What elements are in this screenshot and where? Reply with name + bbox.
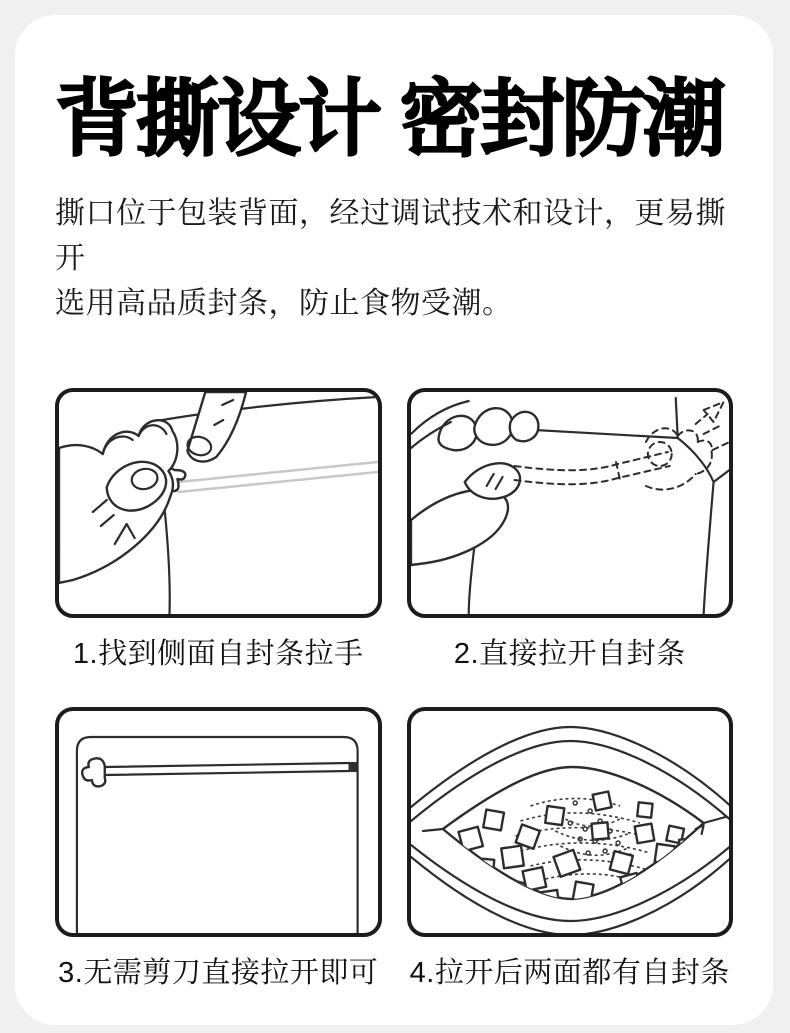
step-1-caption: 1.找到侧面自封条拉手 (72, 638, 364, 671)
step-3-caption: 3.无需剪刀直接拉开即可 (58, 957, 379, 990)
bag-pull-tab-drawing (59, 392, 378, 614)
subtitle-line-2: 选用高品质封条，防止食物受潮。 (55, 287, 513, 321)
opened-bag-drawing (411, 711, 730, 933)
step-2-illustration (407, 388, 734, 618)
step-4-caption: 4.拉开后两面都有自封条 (409, 957, 730, 990)
step-3-illustration (55, 707, 382, 937)
page-title: 背撕设计 密封防潮 (55, 72, 724, 166)
pulling-seal-strip-drawing (411, 392, 730, 614)
subtitle (55, 191, 733, 326)
step-2 (407, 388, 734, 707)
flat-bag-drawing (59, 711, 378, 933)
step-3 (55, 707, 382, 1026)
step-1 (55, 388, 382, 707)
step-2-caption: 2.直接拉开自封条 (453, 638, 686, 671)
steps-grid (55, 388, 733, 1026)
step-4-illustration (407, 707, 734, 937)
content-card (15, 15, 773, 1025)
subtitle-line-1: 撕口位于包装背面，经过调试技术和设计，更易撕开 (55, 197, 726, 276)
step-1-illustration (55, 388, 382, 618)
step-4 (407, 707, 734, 1026)
